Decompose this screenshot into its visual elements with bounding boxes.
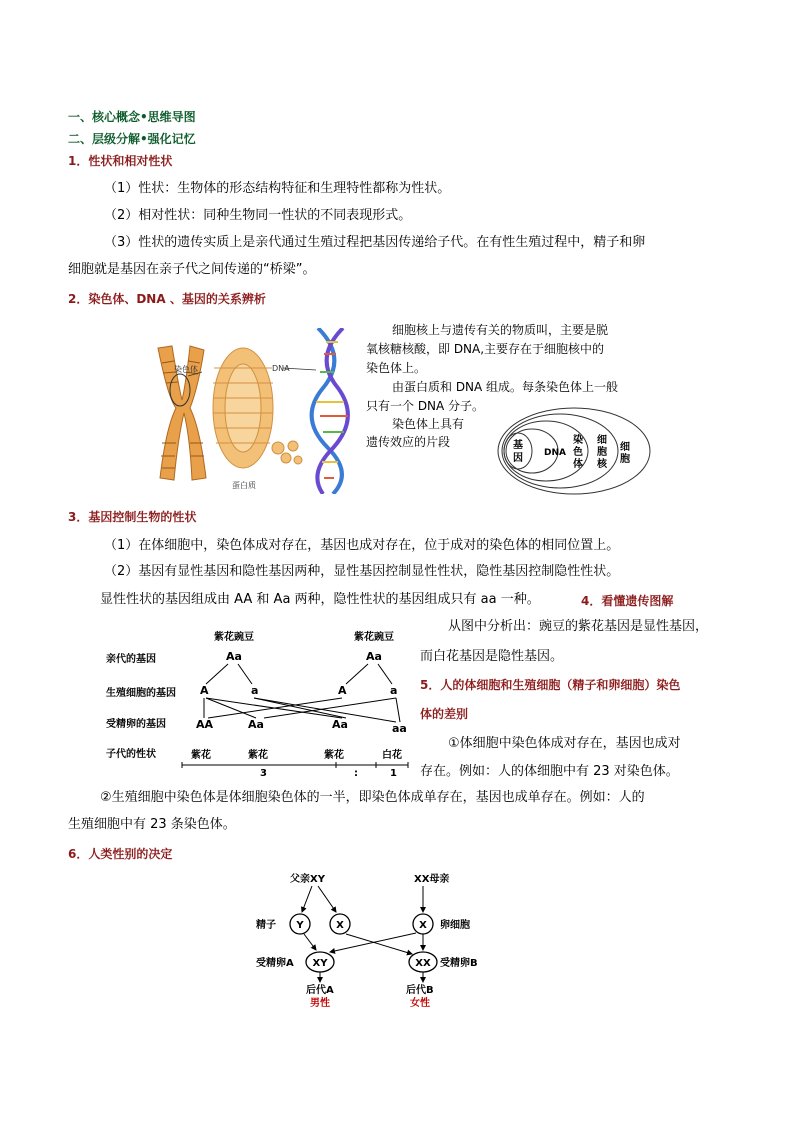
egg-label: 卵细胞 (440, 920, 470, 931)
parent-left-genotype: Aa (226, 650, 242, 663)
sec1-para-2: （2）相对性状：同种生物同一性状的不同表现形式。 (104, 208, 412, 223)
heading-section-4: 4．看懂遗传图解 (581, 594, 674, 608)
parent-right-label: 紫花豌豆 (354, 632, 394, 643)
sec1-para-1: （1）性状：生物体的形态结构特征和生理特性都称为性状。 (104, 181, 451, 196)
sec5-para-3: ②生殖细胞中染色体是体细胞染色体的一半，即染色体成单存在，基因也成单存在。例如：人的 (100, 790, 645, 805)
sec2-text-4: 由蛋白质和 DNA 组成。每条染色体上一般 (392, 380, 619, 394)
ring-label-dna: DNA (544, 448, 566, 458)
sec2-text-7: 遗传效应的片段 (366, 435, 451, 449)
nested-ring-diagram (496, 404, 652, 496)
ring-label-gene-1: 基 (513, 440, 523, 451)
heading-core-concept: 一、核心概念•思维导图 (68, 110, 196, 124)
gamete-left-a: a (251, 684, 259, 697)
sec2-text-1: 细胞核上与遗传有关的物质叫，主要是脱 (392, 323, 609, 337)
sperm-label: 精子 (256, 920, 276, 931)
pea-inheritance-diagram (96, 626, 416, 781)
ring-label-chromosome-2: 色 (573, 447, 583, 458)
heading-section-1: 1．性状和相对性状 (68, 154, 173, 168)
heading-section-5a: 5．人的体细胞和生殖细胞（精子和卵细胞）染色 (420, 678, 681, 692)
trait-purple-1: 紫花 (191, 750, 211, 761)
label-dna: DNA (272, 364, 290, 373)
row-label-gamete-genes: 生殖细胞的基因 (106, 688, 176, 699)
row-label-offspring-traits: 子代的性状 (106, 749, 156, 760)
sec2-text-5: 只有一个 DNA 分子。 (366, 399, 485, 413)
ratio-dominant: 3 (260, 768, 267, 779)
male-label: 男性 (310, 998, 330, 1009)
trait-purple-3: 紫花 (324, 750, 344, 761)
sec5-para-4: 生殖细胞中有 23 条染色体。 (68, 817, 236, 832)
sec1-para-3b: 细胞就是基因在亲子代之间传递的“桥梁”。 (68, 262, 316, 277)
sec4-analysis-2: 而白花基因是隐性基因。 (420, 649, 564, 664)
row-label-zygote-genes: 受精卵的基因 (106, 719, 166, 730)
sec4-analysis-1: 从图中分析出：豌豆的紫花基因是显性基因， (448, 619, 709, 634)
sec2-text-6: 染色体上具有 (392, 417, 465, 431)
zygote-xx: XX (415, 958, 431, 969)
trait-purple-2: 紫花 (248, 750, 268, 761)
sperm-y: Y (296, 920, 304, 931)
sec5-para-1: ①体细胞中染色体成对存在，基因也成对 (448, 736, 681, 751)
zygote-b-label: 受精卵B (440, 958, 478, 969)
sperm-x: X (336, 920, 344, 931)
ring-label-chromosome-3: 体 (573, 459, 583, 470)
gamete-right-a: a (390, 684, 398, 697)
ring-label-nucleus-1: 细 (597, 435, 607, 446)
label-protein: 蛋白质 (232, 481, 256, 490)
zygote-a-label: 受精卵A (256, 958, 294, 969)
parent-right-genotype: Aa (366, 650, 382, 663)
zygote-AA: AA (196, 718, 214, 731)
heading-level-breakdown: 二、层级分解•强化记忆 (68, 132, 196, 146)
gamete-left-A: A (200, 684, 209, 697)
ring-label-chromosome-1: 染 (573, 435, 583, 446)
heading-section-5b: 体的差别 (420, 707, 469, 721)
ratio-recessive: 1 (390, 768, 397, 779)
offspring-a-label: 后代A (306, 985, 334, 996)
ring-label-cell-2: 胞 (620, 454, 630, 465)
mother-label: XX母亲 (414, 874, 450, 885)
heading-section-2: 2．染色体、DNA 、基因的关系辨析 (68, 292, 266, 306)
ring-label-gene-2: 因 (513, 453, 523, 464)
sec2-text-2: 氧核糖核酸，即 DNA,主要存在于细胞核中的 (366, 342, 605, 356)
cross-lines (182, 664, 408, 768)
zygote-Aa-2: Aa (332, 718, 348, 731)
zygote-aa: aa (392, 722, 407, 735)
sec2-text-3: 染色体上。 (366, 361, 427, 375)
ratio-colon: : (354, 768, 358, 779)
ring-label-cell-1: 细 (620, 442, 630, 453)
zygote-xy: XY (312, 958, 328, 969)
sec1-para-3a: （3）性状的遗传实质上是亲代通过生殖过程把基因传递给子代。在有性生殖过程中，精子和卵 (104, 235, 646, 250)
trait-white: 白花 (382, 750, 402, 761)
father-label: 父亲XY (290, 874, 325, 885)
ring-label-nucleus-3: 核 (597, 459, 607, 470)
sex-determination-diagram (256, 870, 506, 1010)
zygote-Aa-1: Aa (248, 718, 264, 731)
female-label: 女性 (410, 998, 430, 1009)
sec3-para-3: 显性性状的基因组成由 AA 和 Aa 两种，隐性性状的基因组成只有 aa 一种。 (100, 592, 540, 607)
sec5-para-2: 存在。例如：人的体细胞中有 23 对染色体。 (420, 764, 679, 779)
heading-section-6: 6．人类性别的决定 (68, 847, 173, 861)
label-chromosome: 染色体 (174, 365, 198, 374)
offspring-b-label: 后代B (406, 985, 434, 996)
sec3-para-1: （1）在体细胞中，染色体成对存在，基因也成对存在，位于成对的染色体的相同位置上。 (104, 538, 620, 553)
row-label-parent-genes: 亲代的基因 (106, 654, 156, 665)
sec3-para-2: （2）基因有显性基因和隐性基因两种，显性基因控制显性性状，隐性基因控制隐性性状。 (104, 564, 620, 579)
parent-left-label: 紫花豌豆 (214, 632, 254, 643)
chromosome-dna-illustration (148, 328, 362, 494)
heading-section-3: 3．基因控制生物的性状 (68, 510, 197, 524)
gamete-right-A: A (338, 684, 347, 697)
ring-label-nucleus-2: 胞 (597, 447, 607, 458)
egg-x: X (419, 920, 427, 931)
